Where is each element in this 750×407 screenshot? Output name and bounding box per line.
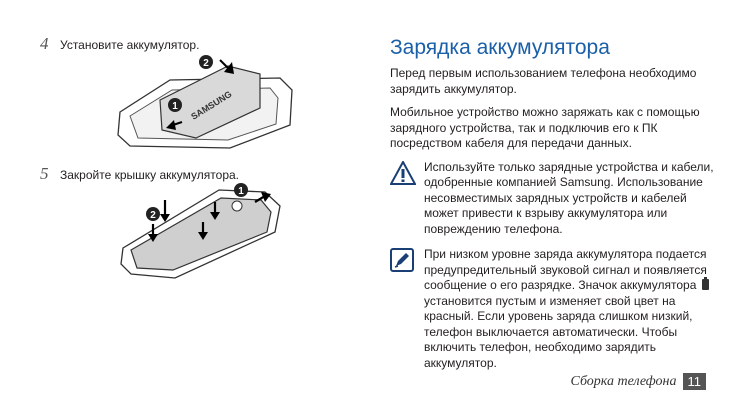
- callout-1-number: 1: [172, 101, 178, 112]
- page-number: 11: [683, 373, 707, 390]
- footer-section-name: Сборка телефона: [570, 373, 677, 389]
- callout-2-number: 2: [203, 58, 209, 69]
- callout-1-cover-number: 1: [238, 186, 244, 197]
- close-cover-illustration: [115, 182, 290, 282]
- page-footer: [571, 373, 706, 390]
- charging-section: [390, 36, 720, 381]
- info-note: [390, 247, 720, 371]
- step-5-text: Закройте крышку аккумулятора.: [60, 168, 239, 182]
- warning-icon: [390, 160, 418, 238]
- callout-2-cover-number: 2: [150, 210, 156, 221]
- insert-battery-illustration: [110, 50, 300, 155]
- step-5-number: 5: [40, 164, 49, 183]
- charging-methods-paragraph: Мобильное устройство можно заряжать как с помощью зарядного устройства, так и подключив его к ПК посредством кабеля для передачи данных.: [390, 105, 700, 150]
- section-title: Зарядка аккумулятора: [390, 36, 610, 59]
- info-text: [424, 247, 714, 371]
- warning-note: [390, 160, 720, 238]
- battery-brand-label: SAMSUNG: [189, 88, 234, 122]
- warning-text: Используйте только зарядные устройства и кабели, одобренные компанией Samsung. Использование несовместимых зарядных устройств и кабелей может привести к взрыву аккумулятора или повреждению телефона.: [424, 159, 714, 236]
- info-text-part1: При низком уровне заряда аккумулятора подается предупредительный звуковой сигнал и появляется сообщение о его разрядке. Значок аккумулятора: [424, 247, 707, 292]
- step-4-number: 4: [40, 34, 49, 53]
- note-pencil-icon: [390, 247, 418, 371]
- info-text-part2: установится пустым и изменяет свой цвет на красный. Если уровень заряда слишком низкий, телефон выключается автоматически. Чтобы включить телефон, необходимо зарядить аккумулятор.: [424, 293, 693, 370]
- battery-icon: [702, 279, 709, 290]
- step-4-text: Установите аккумулятор.: [60, 38, 200, 52]
- step-5: [40, 164, 239, 184]
- intro-paragraph: Перед первым использованием телефона необходимо зарядить аккумулятор.: [390, 66, 697, 96]
